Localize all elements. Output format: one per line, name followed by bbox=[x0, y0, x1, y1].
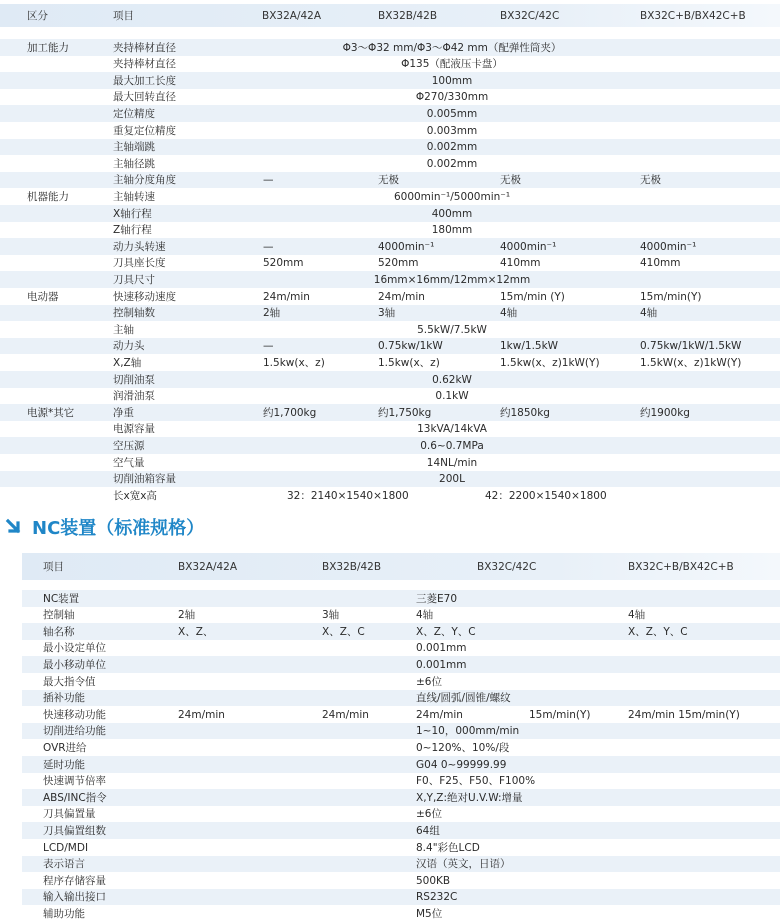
item-label: 主轴 bbox=[113, 323, 134, 336]
spec-value: Φ3～Φ32 mm/Φ3～Φ42 mm（配弹性筒夹） bbox=[342, 41, 562, 54]
spec-value: — bbox=[263, 174, 274, 187]
item-label: 润滑油泵 bbox=[113, 390, 155, 403]
item-label: 空压源 bbox=[113, 439, 145, 452]
table-row bbox=[22, 872, 780, 889]
spec-value: 约1,750kg bbox=[378, 406, 432, 419]
spec-value: 15m/min(Y) bbox=[640, 290, 702, 303]
spec-value: X、Z、Y、C bbox=[416, 625, 476, 638]
spec-value: 200L bbox=[439, 473, 465, 486]
spec-value: 100mm bbox=[431, 74, 473, 87]
spec-value: 4000min⁻¹ bbox=[640, 240, 697, 253]
spec-value: F0、F25、F50、F100% bbox=[416, 775, 536, 788]
item-label: 刀具尺寸 bbox=[113, 273, 155, 286]
spec-value: 2轴 bbox=[263, 307, 281, 320]
spec-value: 无极 bbox=[500, 174, 521, 187]
spec-value: 24m/min bbox=[378, 290, 425, 303]
spec-value: 0.75kw/1kW bbox=[378, 340, 443, 353]
item-label: NC装置 bbox=[43, 592, 80, 605]
item-label: ABS/INC指令 bbox=[43, 791, 107, 804]
spec-value: 520mm bbox=[263, 257, 304, 270]
spec-header-cell: BX32A/42A bbox=[262, 10, 322, 22]
spec-value: 0.001mm bbox=[416, 642, 467, 655]
item-label: X,Z轴 bbox=[113, 356, 142, 369]
nc-header-cell: BX32A/42A bbox=[178, 561, 238, 573]
spec-value: X、Z、C bbox=[322, 625, 365, 638]
spec-value: 4000min⁻¹ bbox=[500, 240, 557, 253]
spec-value: ±6位 bbox=[416, 675, 442, 688]
spec-value: 8.4"彩色LCD bbox=[416, 841, 480, 854]
spec-value: 1kw/1.5kW bbox=[500, 340, 559, 353]
spec-value: 520mm bbox=[378, 257, 419, 270]
table-row bbox=[22, 856, 780, 873]
item-label: 控制轴数 bbox=[113, 307, 155, 320]
spec-value: 15m/min(Y) bbox=[529, 708, 591, 721]
item-label: 切削进给功能 bbox=[43, 725, 106, 738]
spec-value: 0.6~0.7MPa bbox=[420, 439, 484, 452]
item-label: 主轴转速 bbox=[113, 190, 155, 203]
item-label: 表示语言 bbox=[43, 858, 85, 871]
spec-value: 13kVA/14kVA bbox=[417, 423, 487, 436]
spec-value: 2轴 bbox=[178, 609, 196, 622]
item-label: 最小设定单位 bbox=[43, 642, 106, 655]
spec-value: X、Z、Y、C bbox=[628, 625, 688, 638]
table-row bbox=[22, 607, 780, 624]
spec-value: 三菱E70 bbox=[416, 592, 457, 605]
spec-value: ±6位 bbox=[416, 808, 442, 821]
spec-value: 1.5kw(x、z) bbox=[263, 356, 325, 369]
item-label: 快速移动功能 bbox=[43, 708, 106, 721]
spec-value: Φ135（配液压卡盘） bbox=[401, 58, 503, 71]
spec-value: 约1,700kg bbox=[263, 406, 317, 419]
item-label: 轴名称 bbox=[43, 625, 75, 638]
spec-value: 1.5kw(x、z)1kW(Y) bbox=[500, 356, 600, 369]
spec-value: 410mm bbox=[500, 257, 541, 270]
item-label: 夹持棒材直径 bbox=[113, 58, 176, 71]
spec-value: 0.62kW bbox=[432, 373, 472, 386]
spec-header-cell: 区分 bbox=[27, 10, 48, 22]
item-label: 插补功能 bbox=[43, 692, 85, 705]
item-label: 电源容量 bbox=[113, 423, 155, 436]
spec-value: 24m/min bbox=[322, 708, 369, 721]
item-label: 夹持棒材直径 bbox=[113, 41, 176, 54]
item-label: 延时功能 bbox=[43, 758, 85, 771]
item-label: 最大加工长度 bbox=[113, 74, 176, 87]
table-row bbox=[22, 806, 780, 823]
spec-header-cell: BX32C+B/BX42C+B bbox=[640, 10, 746, 22]
spec-value: 24m/min bbox=[416, 708, 463, 721]
arrow-down-right-icon bbox=[4, 517, 24, 537]
item-label: 动力头转速 bbox=[113, 240, 166, 253]
item-label: 输入输出接口 bbox=[43, 891, 106, 904]
spec-value: 0.001mm bbox=[416, 658, 467, 671]
spec-value: 24m/min bbox=[178, 708, 225, 721]
spec-value: 0.002mm bbox=[426, 157, 478, 170]
table-row bbox=[22, 839, 780, 856]
spec-value: 0.75kw/1kW/1.5kW bbox=[640, 340, 742, 353]
nc-header-cell: 项目 bbox=[43, 561, 64, 573]
item-label: 动力头 bbox=[113, 340, 145, 353]
spec-value: 64组 bbox=[416, 824, 440, 837]
item-label: 程序存储容量 bbox=[43, 874, 106, 887]
spec-value: 3轴 bbox=[378, 307, 396, 320]
item-label: 刀具偏置量 bbox=[43, 808, 96, 821]
spec-value: 16mm×16mm/12mm×12mm bbox=[373, 273, 531, 286]
item-label: X轴行程 bbox=[113, 207, 152, 220]
table-row bbox=[22, 756, 780, 773]
spec-value: RS232C bbox=[416, 891, 458, 904]
spec-value: 14NL/min bbox=[426, 456, 478, 469]
spec-value: 24m/min 15m/min(Y) bbox=[628, 708, 740, 721]
spec-value: — bbox=[263, 240, 274, 253]
spec-value: 42：2200×1540×1800 bbox=[485, 489, 607, 502]
spec-value: 410mm bbox=[640, 257, 681, 270]
spec-value: 4轴 bbox=[640, 307, 658, 320]
item-label: 净重 bbox=[113, 406, 134, 419]
table-row bbox=[22, 590, 780, 607]
spec-value: 无极 bbox=[378, 174, 399, 187]
spec-header-cell: BX32C/42C bbox=[500, 10, 560, 22]
item-label: 切削油泵 bbox=[113, 373, 155, 386]
spec-value: 15m/min (Y) bbox=[500, 290, 565, 303]
spec-value: 0.005mm bbox=[426, 107, 478, 120]
nc-header-cell: BX32C/42C bbox=[477, 561, 537, 573]
spec-value: 约1850kg bbox=[500, 406, 550, 419]
spec-value: G04 0~99999.99 bbox=[416, 758, 507, 771]
spec-value: 32：2140×1540×1800 bbox=[287, 489, 409, 502]
item-label: 主轴端跳 bbox=[113, 141, 155, 154]
item-label: 切削油箱容量 bbox=[113, 473, 176, 486]
spec-value: 直线/圆弧/圆锥/螺纹 bbox=[416, 692, 511, 705]
table-row bbox=[22, 889, 780, 906]
nc-header-cell: BX32C+B/BX42C+B bbox=[628, 561, 734, 573]
spec-value: M5位 bbox=[416, 907, 443, 920]
spec-value: 5.5kW/7.5kW bbox=[417, 323, 487, 336]
spec-value: 汉语（英文，日语） bbox=[416, 858, 511, 871]
item-label: LCD/MDI bbox=[43, 841, 89, 854]
table-row bbox=[22, 789, 780, 806]
spec-value: 400mm bbox=[431, 207, 473, 220]
item-label: 定位精度 bbox=[113, 107, 155, 120]
spec-value: 约1900kg bbox=[640, 406, 690, 419]
spec-value: 4轴 bbox=[416, 609, 434, 622]
table-row bbox=[22, 739, 780, 756]
table-row bbox=[22, 773, 780, 790]
item-label: OVR进给 bbox=[43, 741, 87, 754]
item-label: 最大指令值 bbox=[43, 675, 96, 688]
category-label: 电动器 bbox=[27, 290, 59, 303]
section-title-text: NC装置（标准规格） bbox=[32, 518, 205, 539]
item-label: 刀具座长度 bbox=[113, 257, 166, 270]
spec-value: Φ270/330mm bbox=[415, 91, 489, 104]
category-label: 电源*其它 bbox=[27, 406, 75, 419]
spec-value: 3轴 bbox=[322, 609, 340, 622]
table-row bbox=[22, 673, 780, 690]
spec-value: — bbox=[263, 340, 274, 353]
spec-value: 4000min⁻¹ bbox=[378, 240, 435, 253]
spec-value: X,Y,Z:绝对U.V.W:增量 bbox=[416, 791, 523, 804]
item-label: 主轴分度角度 bbox=[113, 174, 176, 187]
spec-value: 500KB bbox=[416, 874, 451, 887]
table-row bbox=[22, 640, 780, 657]
spec-value: 1~10，000mm/min bbox=[416, 725, 520, 738]
item-label: 主轴径跳 bbox=[113, 157, 155, 170]
spec-value: 1.5kW(x、z)1kW(Y) bbox=[640, 356, 742, 369]
item-label: 最小移动单位 bbox=[43, 658, 106, 671]
item-label: 空气量 bbox=[113, 456, 145, 469]
spec-value: 4轴 bbox=[500, 307, 518, 320]
nc-header-cell: BX32B/42B bbox=[322, 561, 382, 573]
spec-value: 6000min⁻¹/5000min⁻¹ bbox=[393, 190, 511, 203]
category-label: 机器能力 bbox=[27, 190, 69, 203]
item-label: 最大回转直径 bbox=[113, 91, 176, 104]
item-label: 刀具偏置组数 bbox=[43, 824, 106, 837]
spec-header-cell: BX32B/42B bbox=[378, 10, 438, 22]
spec-value: 4轴 bbox=[628, 609, 646, 622]
spec-value: 180mm bbox=[431, 224, 473, 237]
item-label: 快速移动速度 bbox=[113, 290, 176, 303]
table-row bbox=[22, 690, 780, 707]
item-label: 辅助功能 bbox=[43, 907, 85, 920]
table-row bbox=[22, 822, 780, 839]
table-row bbox=[22, 723, 780, 740]
table-row bbox=[22, 905, 780, 922]
spec-value: 1.5kw(x、z) bbox=[378, 356, 440, 369]
spec-value: 0.003mm bbox=[426, 124, 478, 137]
table-row bbox=[22, 656, 780, 673]
spec-value: 无极 bbox=[640, 174, 661, 187]
spec-value: 0~120%、10%/段 bbox=[416, 741, 510, 754]
spec-value: X、Z、 bbox=[178, 625, 214, 638]
spec-value: 0.1kW bbox=[435, 390, 469, 403]
section-title bbox=[4, 515, 204, 539]
item-label: 快速调节倍率 bbox=[43, 775, 106, 788]
item-label: 长x宽x高 bbox=[113, 489, 157, 502]
spec-value: 24m/min bbox=[263, 290, 310, 303]
spec-header-cell: 项目 bbox=[113, 10, 134, 22]
item-label: 控制轴 bbox=[43, 609, 75, 622]
item-label: 重复定位精度 bbox=[113, 124, 176, 137]
category-label: 加工能力 bbox=[27, 41, 69, 54]
item-label: Z轴行程 bbox=[113, 224, 152, 237]
spec-value: 0.002mm bbox=[426, 141, 478, 154]
